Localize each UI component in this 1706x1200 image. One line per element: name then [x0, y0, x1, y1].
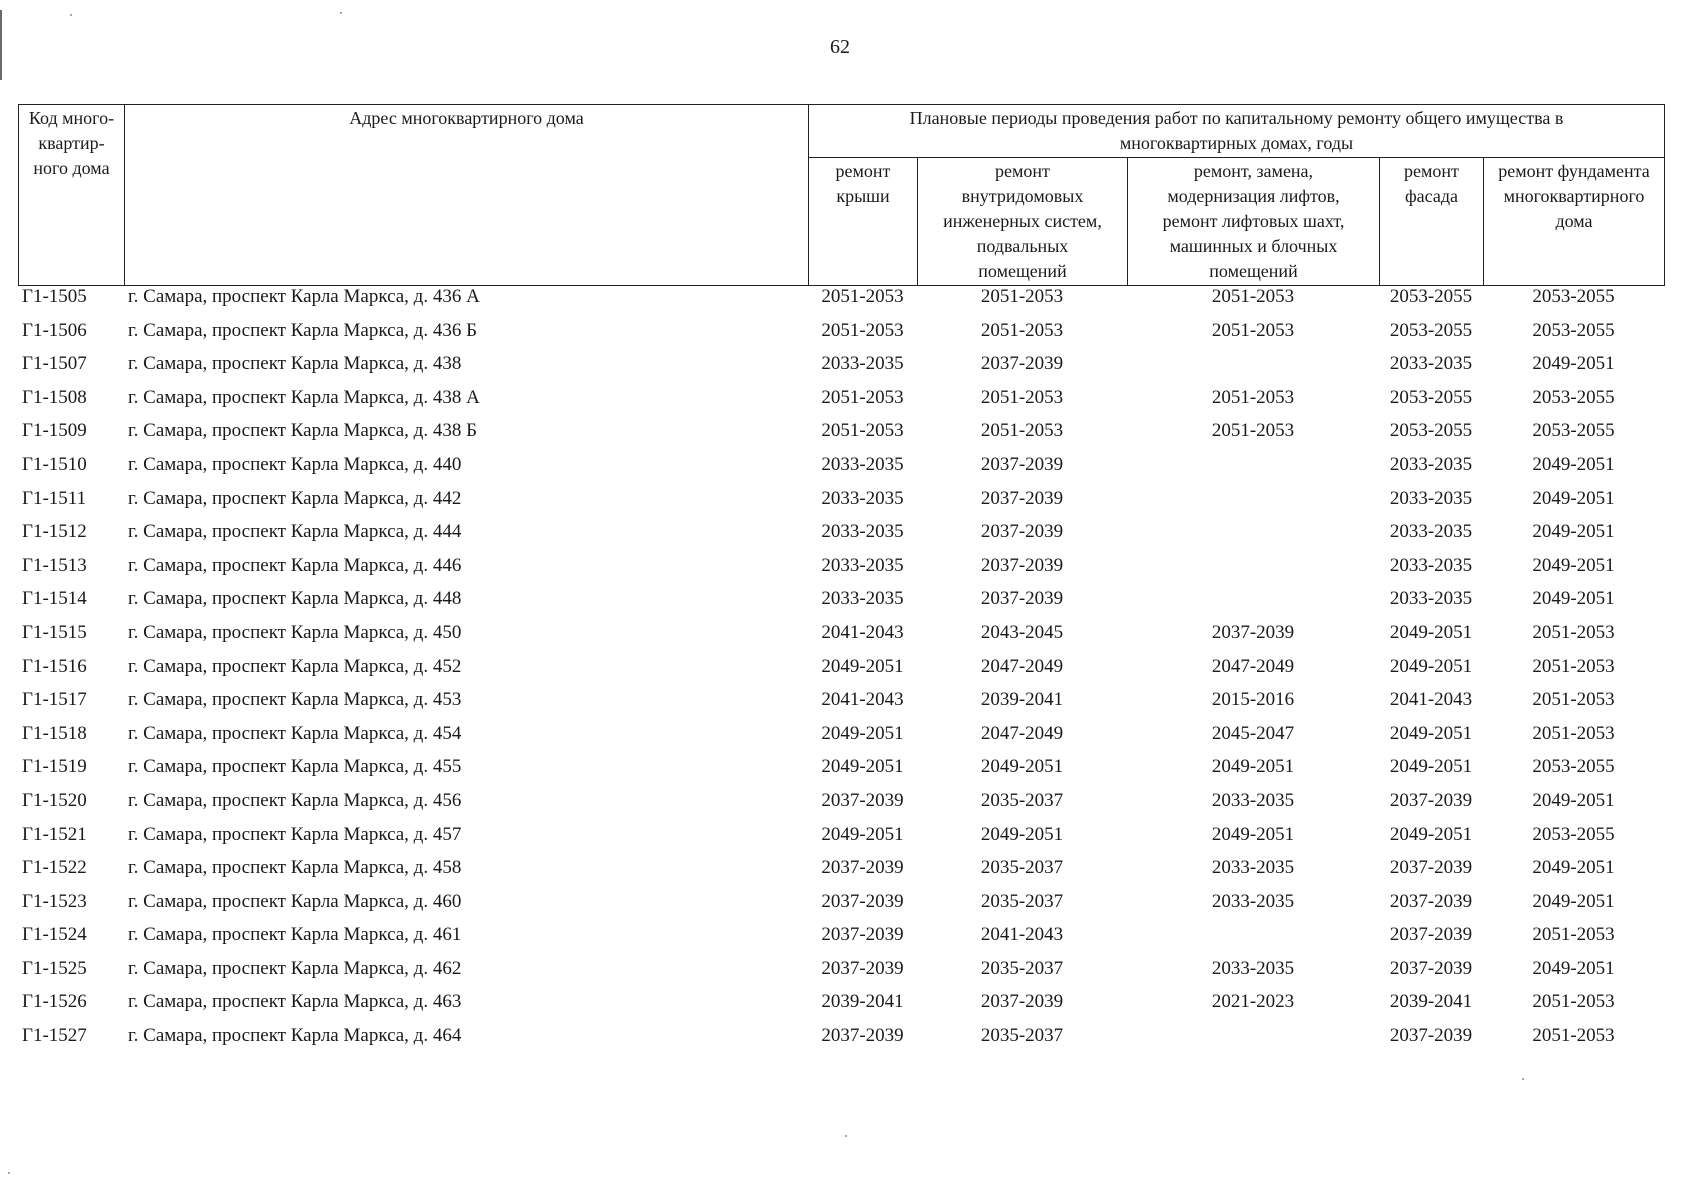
- cell-address: г. Самара, проспект Карла Маркса, д. 436 А: [128, 286, 480, 307]
- table-row: [18, 420, 1664, 454]
- table-row: [18, 622, 1664, 656]
- header-elevators-line: помещений: [1209, 261, 1298, 281]
- cell-code: Г1-1523: [22, 890, 87, 912]
- cell-elevators: 2033-2035: [1211, 857, 1295, 879]
- scan-speck: [70, 14, 72, 16]
- table-row: [18, 790, 1664, 824]
- table-row: [18, 387, 1664, 421]
- table-row: [18, 991, 1664, 1025]
- cell-foundation: 2051-2053: [1532, 655, 1615, 677]
- cell-elevators: 2049-2051: [1211, 756, 1295, 778]
- cell-roof: 2033-2035: [821, 554, 904, 576]
- cell-engineering: 2037-2039: [980, 487, 1064, 509]
- table-row: [18, 488, 1664, 522]
- cell-address: г. Самара, проспект Карла Маркса, д. 444: [128, 521, 462, 543]
- header-elevators-line: модернизация лифтов,: [1167, 186, 1340, 206]
- header-facade: [1380, 158, 1484, 286]
- cell-code: Г1-1517: [22, 689, 87, 711]
- header-elevators-line: машинных и блочных: [1169, 236, 1338, 256]
- cell-code: Г1-1522: [22, 857, 87, 879]
- table-row: [18, 924, 1664, 958]
- header-foundation-line: многоквартирного: [1503, 186, 1645, 206]
- header-address-label: Адрес многоквартирного дома: [349, 108, 584, 128]
- cell-roof: 2041-2043: [821, 689, 904, 711]
- cell-engineering: 2035-2037: [980, 857, 1064, 879]
- cell-code: Г1-1509: [22, 420, 87, 442]
- cell-roof: 2049-2051: [821, 756, 904, 778]
- cell-foundation: 2053-2055: [1532, 823, 1615, 845]
- scan-speck: [8, 1172, 10, 1174]
- cell-facade: 2049-2051: [1389, 655, 1473, 677]
- cell-engineering: 2039-2041: [980, 689, 1064, 711]
- cell-roof: 2039-2041: [821, 991, 904, 1013]
- cell-address: г. Самара, проспект Карла Маркса, д. 446: [128, 554, 462, 576]
- table-row: [18, 353, 1664, 387]
- header-engineering: [918, 158, 1128, 286]
- cell-address: г. Самара, проспект Карла Маркса, д. 440: [128, 453, 462, 475]
- table-row: [18, 756, 1664, 790]
- header-elevators-line: ремонт, замена,: [1193, 161, 1314, 181]
- cell-facade: 2039-2041: [1389, 991, 1473, 1013]
- header-engineering-line: помещений: [978, 261, 1067, 281]
- cell-roof: 2033-2035: [821, 521, 904, 543]
- table-row: [18, 723, 1664, 757]
- cell-engineering: 2035-2037: [980, 789, 1064, 811]
- cell-engineering: 2051-2053: [980, 319, 1064, 341]
- cell-code: Г1-1518: [22, 722, 87, 744]
- header-elevators: [1128, 158, 1380, 286]
- cell-elevators: 2047-2049: [1211, 655, 1295, 677]
- cell-address: г. Самара, проспект Карла Маркса, д. 461: [128, 924, 462, 946]
- cell-foundation: 2051-2053: [1532, 1025, 1615, 1047]
- cell-engineering: 2037-2039: [980, 353, 1064, 375]
- cell-roof: 2049-2051: [821, 722, 904, 744]
- table-row: [18, 891, 1664, 925]
- cell-roof: 2033-2035: [821, 453, 904, 475]
- cell-address: г. Самара, проспект Карла Маркса, д. 464: [128, 1025, 462, 1047]
- cell-code: Г1-1506: [22, 319, 87, 341]
- cell-facade: 2033-2035: [1389, 521, 1473, 543]
- cell-facade: 2041-2043: [1389, 689, 1473, 711]
- header-roof: [809, 158, 918, 286]
- cell-address: г. Самара, проспект Карла Маркса, д. 460: [128, 890, 462, 912]
- cell-foundation: 2051-2053: [1532, 621, 1615, 643]
- cell-facade: 2037-2039: [1389, 890, 1473, 912]
- cell-facade: 2037-2039: [1389, 957, 1473, 979]
- cell-foundation: 2051-2053: [1532, 689, 1615, 711]
- cell-code: Г1-1524: [22, 924, 87, 946]
- cell-foundation: 2053-2055: [1532, 386, 1615, 408]
- cell-roof: 2037-2039: [821, 857, 904, 879]
- cell-facade: 2049-2051: [1389, 621, 1473, 643]
- table-row: [18, 656, 1664, 690]
- header-periods: [809, 105, 1665, 158]
- cell-elevators: 2051-2053: [1211, 286, 1295, 307]
- cell-code: Г1-1515: [22, 621, 87, 643]
- cell-engineering: 2037-2039: [980, 554, 1064, 576]
- cell-foundation: 2049-2051: [1532, 353, 1615, 375]
- cell-foundation: 2049-2051: [1532, 857, 1615, 879]
- cell-facade: 2033-2035: [1389, 588, 1473, 610]
- header-facade-line: фасада: [1405, 186, 1458, 206]
- table-row: [18, 521, 1664, 555]
- table-row: [18, 1025, 1664, 1059]
- cell-engineering: 2037-2039: [980, 521, 1064, 543]
- header-foundation-line: ремонт фундамента: [1498, 161, 1650, 181]
- cell-address: г. Самара, проспект Карла Маркса, д. 456: [128, 789, 462, 811]
- cell-code: Г1-1511: [22, 487, 87, 509]
- cell-address: г. Самара, проспект Карла Маркса, д. 450: [128, 621, 462, 643]
- table-row: [18, 286, 1664, 320]
- table-row: [18, 689, 1664, 723]
- cell-elevators: 2051-2053: [1211, 386, 1295, 408]
- cell-address: г. Самара, проспект Карла Маркса, д. 438 Б: [128, 420, 478, 442]
- cell-engineering: 2049-2051: [980, 823, 1064, 845]
- cell-engineering: 2037-2039: [980, 991, 1064, 1013]
- header-code-line: квартир-: [38, 133, 105, 153]
- header-roof-line: ремонт: [835, 161, 891, 181]
- cell-foundation: 2053-2055: [1532, 420, 1615, 442]
- cell-elevators: 2033-2035: [1211, 789, 1295, 811]
- cell-foundation: 2049-2051: [1532, 957, 1615, 979]
- cell-engineering: 2035-2037: [980, 1025, 1064, 1047]
- cell-roof: 2033-2035: [821, 487, 904, 509]
- cell-foundation: 2051-2053: [1532, 924, 1615, 946]
- cell-foundation: 2049-2051: [1532, 453, 1615, 475]
- table-row: [18, 320, 1664, 354]
- header-engineering-line: подвальных: [976, 236, 1069, 256]
- cell-engineering: 2051-2053: [980, 386, 1064, 408]
- header-foundation: [1484, 158, 1665, 286]
- cell-roof: 2049-2051: [821, 823, 904, 845]
- cell-facade: 2037-2039: [1389, 789, 1473, 811]
- cell-facade: 2049-2051: [1389, 756, 1473, 778]
- cell-engineering: 2035-2037: [980, 957, 1064, 979]
- cell-foundation: 2049-2051: [1532, 588, 1615, 610]
- cell-facade: 2033-2035: [1389, 353, 1473, 375]
- cell-code: Г1-1527: [22, 1025, 87, 1047]
- cell-engineering: 2051-2053: [980, 420, 1064, 442]
- header-foundation-line: дома: [1555, 211, 1593, 231]
- scan-speck: [340, 12, 342, 14]
- cell-code: Г1-1508: [22, 386, 87, 408]
- cell-address: г. Самара, проспект Карла Маркса, д. 463: [128, 991, 462, 1013]
- cell-facade: 2053-2055: [1389, 319, 1473, 341]
- cell-foundation: 2049-2051: [1532, 521, 1615, 543]
- cell-address: г. Самара, проспект Карла Маркса, д. 452: [128, 655, 462, 677]
- cell-elevators: 2033-2035: [1211, 957, 1295, 979]
- cell-code: Г1-1507: [22, 353, 87, 375]
- cell-roof: 2051-2053: [821, 286, 904, 307]
- cell-foundation: 2049-2051: [1532, 554, 1615, 576]
- cell-address: г. Самара, проспект Карла Маркса, д. 436 Б: [128, 319, 478, 341]
- cell-elevators: 2051-2053: [1211, 319, 1295, 341]
- cell-facade: 2033-2035: [1389, 453, 1473, 475]
- cell-code: Г1-1505: [22, 286, 87, 307]
- header-code-line: Код много-: [28, 108, 115, 128]
- cell-foundation: 2049-2051: [1532, 789, 1615, 811]
- cell-roof: 2049-2051: [821, 655, 904, 677]
- cell-code: Г1-1516: [22, 655, 87, 677]
- cell-foundation: 2049-2051: [1532, 487, 1615, 509]
- cell-code: Г1-1512: [22, 521, 87, 543]
- cell-facade: 2037-2039: [1389, 1025, 1473, 1047]
- cell-foundation: 2051-2053: [1532, 722, 1615, 744]
- header-facade-line: ремонт: [1404, 161, 1459, 181]
- cell-address: г. Самара, проспект Карла Маркса, д. 448: [128, 588, 462, 610]
- cell-engineering: 2035-2037: [980, 890, 1064, 912]
- cell-facade: 2037-2039: [1389, 924, 1473, 946]
- cell-code: Г1-1519: [22, 756, 87, 778]
- cell-engineering: 2051-2053: [980, 286, 1064, 307]
- cell-roof: 2037-2039: [821, 924, 904, 946]
- table-header: [18, 104, 1665, 286]
- cell-roof: 2051-2053: [821, 319, 904, 341]
- header-engineering-line: инженерных систем,: [943, 211, 1102, 231]
- cell-facade: 2033-2035: [1389, 554, 1473, 576]
- cell-elevators: 2037-2039: [1211, 621, 1295, 643]
- table-row: [18, 588, 1664, 622]
- cell-foundation: 2053-2055: [1532, 319, 1615, 341]
- scan-speck: [1522, 1078, 1524, 1080]
- header-code: [19, 105, 125, 286]
- cell-code: Г1-1514: [22, 588, 87, 610]
- cell-elevators: 2033-2035: [1211, 890, 1295, 912]
- cell-engineering: 2047-2049: [980, 722, 1064, 744]
- table-body: [18, 286, 1664, 1059]
- cell-address: г. Самара, проспект Карла Маркса, д. 442: [128, 487, 462, 509]
- header-engineering-line: ремонт: [995, 161, 1050, 181]
- cell-elevators: 2049-2051: [1211, 823, 1295, 845]
- cell-code: Г1-1510: [22, 453, 87, 475]
- cell-engineering: 2037-2039: [980, 588, 1064, 610]
- header-address: [125, 105, 809, 286]
- cell-address: г. Самара, проспект Карла Маркса, д. 455: [128, 756, 462, 778]
- cell-foundation: 2053-2055: [1532, 756, 1615, 778]
- table-row: [18, 555, 1664, 589]
- cell-elevators: 2015-2016: [1211, 689, 1295, 711]
- cell-foundation: 2049-2051: [1532, 890, 1615, 912]
- header-elevators-line: ремонт лифтовых шахт,: [1162, 211, 1345, 231]
- cell-code: Г1-1520: [22, 789, 87, 811]
- cell-facade: 2053-2055: [1389, 386, 1473, 408]
- cell-address: г. Самара, проспект Карла Маркса, д. 457: [128, 823, 462, 845]
- header-periods-line: многоквартирных домах, годы: [1119, 133, 1354, 153]
- cell-facade: 2049-2051: [1389, 823, 1473, 845]
- cell-roof: 2033-2035: [821, 588, 904, 610]
- cell-roof: 2033-2035: [821, 353, 904, 375]
- scan-speck: [845, 1135, 847, 1137]
- cell-engineering: 2049-2051: [980, 756, 1064, 778]
- header-code-line: ного дома: [33, 158, 110, 178]
- cell-address: г. Самара, проспект Карла Маркса, д. 454: [128, 722, 462, 744]
- cell-roof: 2037-2039: [821, 890, 904, 912]
- cell-roof: 2041-2043: [821, 621, 904, 643]
- cell-address: г. Самара, проспект Карла Маркса, д. 453: [128, 689, 462, 711]
- cell-code: Г1-1521: [22, 823, 87, 845]
- cell-elevators: 2051-2053: [1211, 420, 1295, 442]
- cell-code: Г1-1526: [22, 991, 87, 1013]
- cell-code: Г1-1513: [22, 554, 87, 576]
- cell-code: Г1-1525: [22, 957, 87, 979]
- cell-facade: 2049-2051: [1389, 722, 1473, 744]
- cell-facade: 2053-2055: [1389, 286, 1473, 307]
- cell-engineering: 2047-2049: [980, 655, 1064, 677]
- cell-address: г. Самара, проспект Карла Маркса, д. 438: [128, 353, 462, 375]
- cell-engineering: 2041-2043: [980, 924, 1064, 946]
- table-row: [18, 454, 1664, 488]
- cell-address: г. Самара, проспект Карла Маркса, д. 458: [128, 857, 462, 879]
- cell-elevators: 2021-2023: [1211, 991, 1295, 1013]
- header-roof-line: крыши: [836, 186, 890, 206]
- cell-address: г. Самара, проспект Карла Маркса, д. 462: [128, 957, 462, 979]
- cell-engineering: 2043-2045: [980, 621, 1064, 643]
- table-row: [18, 824, 1664, 858]
- cell-roof: 2051-2053: [821, 386, 904, 408]
- cell-facade: 2037-2039: [1389, 857, 1473, 879]
- cell-roof: 2037-2039: [821, 789, 904, 811]
- cell-foundation: 2051-2053: [1532, 991, 1615, 1013]
- cell-facade: 2033-2035: [1389, 487, 1473, 509]
- cell-roof: 2037-2039: [821, 1025, 904, 1047]
- table-row: [18, 958, 1664, 992]
- cell-roof: 2051-2053: [821, 420, 904, 442]
- page-number: 62: [830, 36, 850, 58]
- cell-address: г. Самара, проспект Карла Маркса, д. 438 А: [128, 386, 480, 408]
- header-periods-line: Плановые периоды проведения работ по капитальному ремонту общего имущества в: [909, 108, 1564, 128]
- cell-facade: 2053-2055: [1389, 420, 1473, 442]
- cell-elevators: 2045-2047: [1211, 722, 1295, 744]
- header-engineering-line: внутридомовых: [961, 186, 1084, 206]
- table-row: [18, 857, 1664, 891]
- cell-engineering: 2037-2039: [980, 453, 1064, 475]
- cell-foundation: 2053-2055: [1532, 286, 1615, 307]
- cell-roof: 2037-2039: [821, 957, 904, 979]
